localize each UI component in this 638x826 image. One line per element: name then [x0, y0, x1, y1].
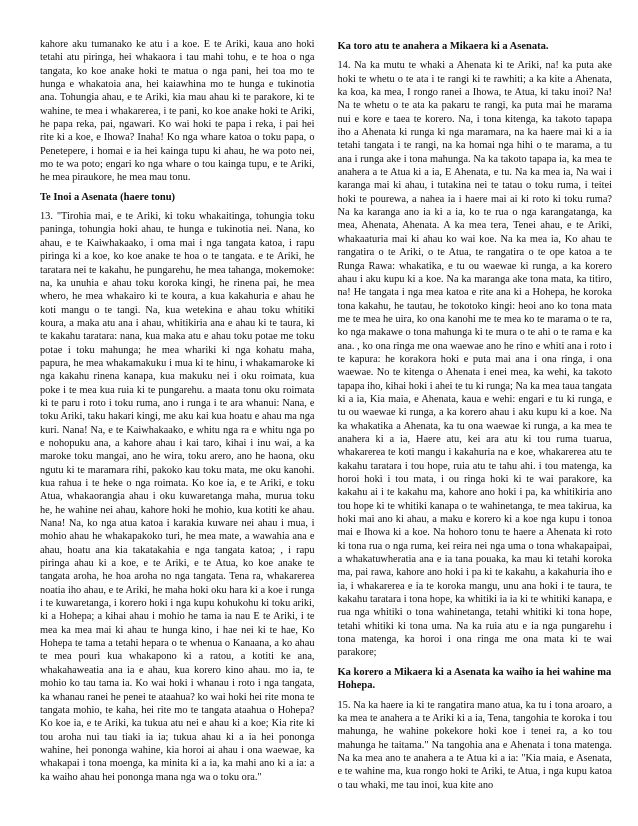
body-paragraph: 14. Na ka mutu te whaki a Ahenata ki te Ariki, na! ka puta ake hoki te whetu o te ata i te rangi ki te rawhiti; a ka kite a Ahenata, ka koa, ka mea, I rongo ranei a Ihowa, te Atua, ki taku inoi? Na! Na te whetu o te ata ka pakaru te rangi, ka puta mai he marama nui e kore e taea te korero. Na, i tona kitenga, ka takoto tapapa iho a Ahenata ki runga ki nga maramara, na ka haere mai ki a ia tetahi tangata i te rangi, na ka homai nga hihi o te marama, a tu ana i runga ake i tona mahunga. Na ka takoto tapapa ia, ka mea te anahera a te Atua ki a ia, E Ahenata, e tu. Na ka mea ia, Na wai i karanga mai ki ahau, i tutakina nei te tatau o toku ruma, i teitei hoki te pourewa, a nahea ia i haere mai ai ki roto ki toku ruma? Na ka karanga ano ia ki a ia, ko te rua o nga karangatanga, ka mea, Ahenata, Ahenata. A ka mea tera, Tenei ahau, e te Ariki, whakaaturia mai ki ahau ko wai koe. Na ka mea ia, Ko ahau te rangatira o te Ariki, o te Atua, te rangatira o te ope katoa a te Runga Rawa: whakatika, e tu ou waewae ki runga, a ka korero ahau i aku kupu ki a koe. Na ka maranga ake tona mata, ka titiro, na! He tangata i nga mea katoa e rite ana ki a Hohepa, he koroka tona kakahu, he tautau, he tokotoko kingi: heoi ano ko tona mata me te mea he uira, ko ona kanohi me te mea ko te marama o te ra, ko nga makawe o tona mahunga ki te mura o te ahi o te rama e ka ana. , ko ona ringa me ona waewae ano he rino e whiti ana i roto i te kapura: he korakora hoki e puta mai ana i ona ringa, i ona waewae. No te kitenga o Ahenata i enei mea, ka wehi, ka takoto tapapa iho, kihai hoki i ahei te tu ki runga; Na ka mea taua tangata ki a ia, Kia maia, e Ahenata, kaua e wehi: engari e tu ki runga, e tu ou waewae ki runga, a ka korero ahau i aku kupu ki a koe. Na ka whakatika a Ahenata, ka tu ona waewae ki runga, a ka mea te anahera ki a ia, Haere atu, kei ara atu ki tou ruma tuarua, whakarerea te koti mangu i kakahuria na e koe, whakarerea atu te kakahu taratara i tou hope, ruia atu te tahu ahi. i tou matenga, ka horoi hoki i tou mata, i ou ringa hoki ki te wai parakore, ka kakahu ai i te kakahu ma, kahore ano hoki i pa, ka whitikiria ano tou hope ki te whitiki kanapa o te wahinetanga, te mea takirua, ka hoki mai ano ki ahau, a maku e korero ki a koe nga kupu i tonoa mai e Ihowa ki a koe. Na hohoro tonu te haere a Ahenata ki roto ki tona rua o nga ruma, kei reira nei nga uma o tona whakapaipai, a whakatuwheratia ana e ia tana pouaka, ka mau ki tetahi koroka ma, pai rawa, kahore ano hoki i pa ki te kakahu, a kakahuria iho e ia, i whakarerea e ia te koroka mangu, unu ana hoki i te taura, te kakahu taratara i tona hope, ka whitiki ia ia ki te whitiki kanapa, e rua nga whitiki o tona wahinetanga, tetahi whitiki ki tona hope, tetahi whitiki ki tona uma. Na ka ruia atu e ia nga pungarehu i tona matenga, ka horoi i ona ringa me ona mata ki te wai parakore; — [337, 60, 612, 659]
body-paragraph: 13. "Tirohia mai, e te Ariki, ki toku whakaitinga, tohungia toku paninga, tohungia hoki ahau, te hunga e tukinotia nei. Nana, ko ahau, e te Kaiwhakaako, i oma mai i nga tangata katoa, i rapu piringa ki a koe, ko koe anake te hoa o te tangata. e te Ariki, he taratara nei te kakahu, he pungarehu, he mea tahanga, mokemoke: na, ka unuhia e ahau toku koroka kingi, he rinena pai, he mea whero, he mea whakairo ki te koura, a kua kakahuria e ahau he koti mangu o te tangi. Na, kua wetekina e ahau toku whitiki koura, a maka atu ana i ahau, whitikiria ana e ahau ki te taura, ki te kakahu taratara: nana, kua maka atu e ahau toku potae me toku potae i toku mahunga; he mea whariki ki nga kohatu maha, papura, he mea whakamakuku i mua ki te hinu, i whakamaroke ki nga kakahu rinena kanapa, kua makuku nei i oku roimata, kua poke i te mea kua ruia ki te pungarehu. a maata tonu oku roimata ki te paru i roto i toku ruma, ano i runga i te ara whanui: Nana, e toku Ariki, taku hakari kingi, me aku kai kua hoatu e ahau ma nga kuri. Nana! Na, e te Kaiwhakaako, e whitu nga ra e whitu nga po e nohopuku ana, a kahore ahau i kai taro, kihai i inu wai, a ka maroke toku mangai, ano he wira, toku arero, ano he haona, oku ngutu ki te maramara rihi, pakoko kau toku mata, me oku kanohi. kua rahua i te heke o nga roimata. Ko koe ia, e te Ariki, e toku Atua, whakaorangia ahau i oku kuwaretanga maha, murua toku he, he wahine nei ahau, kahore hoki he mohio, kua kotiti ke ahau. Nana! Na, ko nga atua katoa i karakia kuware nei ahau i mua, i mohio ahau he whakapakoko turi, he mea mate, a wawahia ana e ahau, hoatu ana kia takatakahia e nga tangata katoa; , i rapu piringa ahau ki a koe, e te Ariki, e te Atua, ko koe anake te tangata aroha, he hoa aroha no nga tangata. Tena ra, whakarerea noatia iho ahau, e te Ariki, he maha hoki oku hara ki a koe i runga i te kuwaretanga, i korero hoki i nga kupu kohukohu ki toku ariki, ki a Hohepa; a kihai ahau i mohio he tama ia nau E te Ariki, i te mea ka mea mai ki ahau te hunga kino, i hae nei ki te hae, Ko Hohepa te tama a tetahi hepara o te whenua o Kanaana, a ko ahau te mea pouri kua whakapono ki a ratou, a kotiti ke ana, whakahaweatia ana ia e ahau, kua korero kino ahau. mo ia, te mohio ko tau tama ia. Ko wai hoki i whanau i roto i nga tangata, ka whanau ranei he penei te ataahua? ko wai hoki hei rite mona te tangata mohio, te kaha, hei rite mo te tangata ataahua o Hohepa? Ko koe ia, e te Ariki, ka tukua atu nei e ahau ki a koe; Kia rite ki tou aroha nui tau tiaki ia ia; tukua ahau ki a ia hei pononga wahine, hei pononga wahine, kia horoi ai ahau i ona waewae, ka whakapai i tona moenga, ka minita ki a ia, ka mahi ano ki a ia: a ka waiho ahau hei pononga mana nga wa o toku ora." — [40, 211, 315, 783]
section-heading: Ka toro atu te anahera a Mikaera ki a Asenata. — [337, 41, 549, 52]
left-column — [40, 38, 315, 826]
section-heading: Te Inoi a Asenata (haere tonu) — [40, 191, 176, 203]
body-paragraph: kahore aku tumanako ke atu i a koe. E te Ariki, kaua ano hoki tetahi atu piringa, hei whakaora i tau mahi tohu, e te hoa o nga tangata, ko koe anake hoki te matua o nga pani, hei toa mo te hunga e whakatoia ana, hei kaiawhina mo te hunga e tukinotia ana. Tohungia ahau, e te Ariki, kia mau ahau ki te parakore, ki te wahine, te mea i whakarerea, i te pani, ko koe anake hoki te Ariki, he papa reka, pai, ngawari. Ko wai hoki te papa i reka, i pai hei rite ki a koe, e Ihowa? Inaha! Ko nga whare katoa o toku papa, o Penetepere, i homai e ia hei kainga tupu ki ahau, he wa poto nei, mo te wa poto; engari ko nga whare o tou kainga tupu, e te Ariki, he mea piraukore, he mea mau tonu. — [40, 39, 315, 184]
right-column — [338, 38, 613, 826]
body-paragraph: 15. Na ka haere ia ki te rangatira mano atua, ka tu i tona aroaro, a ka mea te anahera a te Ariki ki a ia, Tena, tangohia te koroka i tou mahunga, he wahine pokekore hoki koe i tenei ra, a ko tou mahunga he taitama." Na tangohia ana e Ahenata i tona matenga. Na ka mea ano te anahera a te Atua ki a ia: "Kia maia, e Asenata, e te wahine ma, kua rongo hoki te Ariki, te Atua, i nga kupu katoa o tau whaki, me tau inoi, kua kite ano — [337, 699, 612, 791]
section-heading: Ka korero a Mikaera ki a Asenata ka waiho ia hei wahine ma Hohepa. — [337, 666, 612, 692]
